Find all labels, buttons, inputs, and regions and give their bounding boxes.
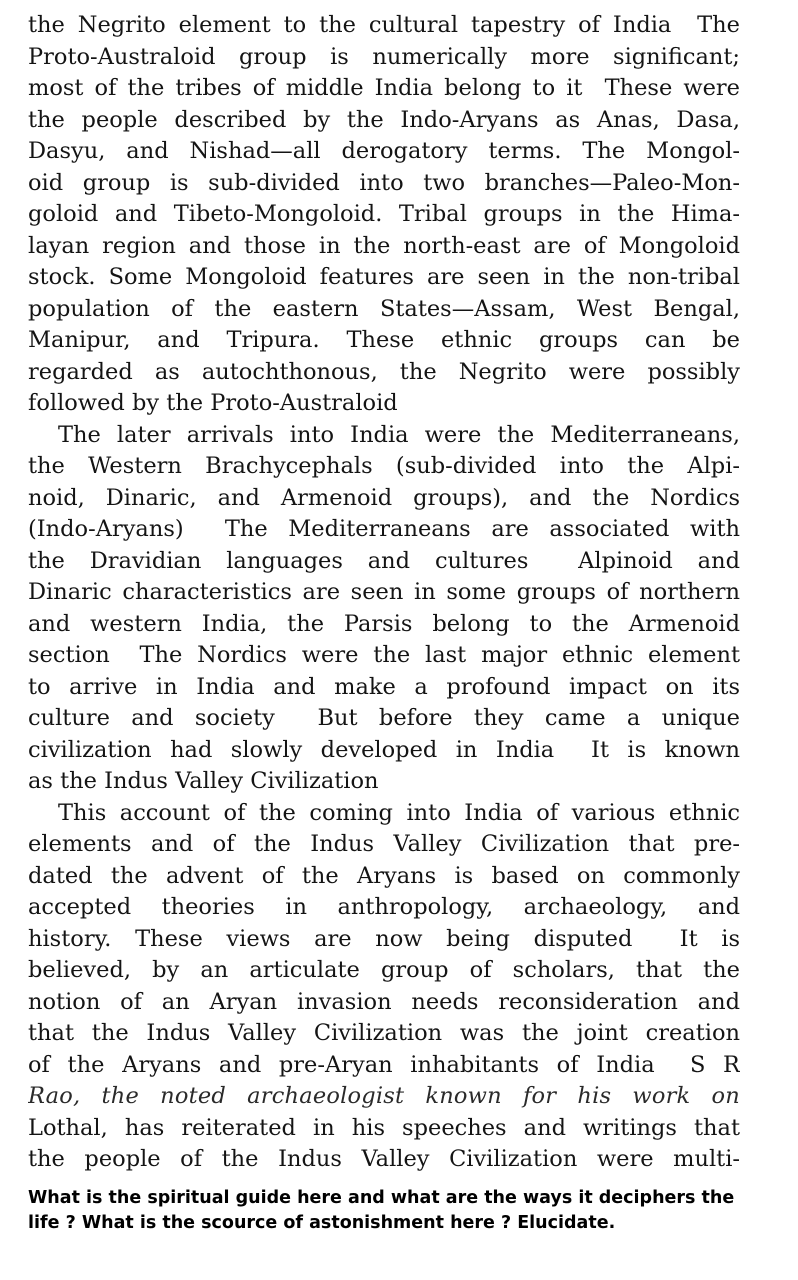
text-line: noid, Dinaric, and Armenoid groups), and the Nordics	[28, 484, 740, 511]
scanned-book-text	[28, 10, 740, 1176]
question-line-2: life ? What is the scource of astonishment here ? Elucidate.	[28, 1213, 616, 1233]
text-line: Dasyu, and Nishad—all derogatory terms. The Mongol-	[28, 138, 740, 164]
text-line: to arrive in India and make a profound impact on its	[28, 673, 740, 700]
text-line: Lothal, has reiterated in his speeches and writings that	[28, 1114, 740, 1141]
text-line: believed, by an articulate group of scholars, that the	[28, 957, 740, 983]
text-line: regarded as autochthonous, the Negrito were possibly	[28, 358, 740, 385]
text-line: the Western Brachycephals (sub-divided into the Alpi-	[28, 453, 740, 479]
text-line: that the Indus Valley Civilization was the joint creation	[28, 1020, 740, 1046]
text-line: population of the eastern States—Assam, West Bengal,	[28, 295, 740, 322]
text-line: section The Nordics were the last major ethnic element	[28, 642, 740, 668]
text-line: notion of an Aryan invasion needs reconsideration and	[28, 988, 740, 1015]
text-line: the Negrito element to the cultural tapestry of India The	[28, 12, 740, 38]
text-line: civilization had slowly developed in India It is known	[28, 736, 740, 763]
text-line: the people of the Indus Valley Civilization were multi-	[28, 1146, 740, 1172]
text-line: of the Aryans and pre-Aryan inhabitants of India S R	[28, 1051, 740, 1078]
text-line: followed by the Proto-Australoid	[28, 390, 398, 416]
text-line: Proto-Australoid group is numerically more significant;	[28, 43, 740, 70]
text-line: Dinaric characteristics are seen in some groups of northern	[28, 579, 740, 605]
text-line: as the Indus Valley Civilization	[28, 768, 379, 794]
text-line: accepted theories in anthropology, archaeology, and	[28, 894, 740, 920]
text-line: the people described by the Indo-Aryans as Anas, Dasa,	[28, 106, 740, 133]
text-line: most of the tribes of middle India belong to it These were	[28, 75, 740, 101]
text-line: oid group is sub-divided into two branches—Paleo-Mon-	[28, 169, 740, 196]
text-line: The later arrivals into India were the Mediterraneans,	[58, 421, 740, 448]
text-line: goloid and Tibeto-Mongoloid. Tribal groups in the Hima-	[28, 201, 740, 227]
text-line: stock. Some Mongoloid features are seen in the non-tribal	[28, 264, 740, 290]
text-line: dated the advent of the Aryans is based on commonly	[28, 862, 740, 889]
text-line: and western India, the Parsis belong to the Armenoid	[28, 610, 740, 637]
text-line: Rao, the noted archaeologist known for his work on	[28, 1083, 740, 1109]
text-line: layan region and those in the north-east are of Mongoloid	[28, 232, 740, 259]
text-line: history. These views are now being disputed It is	[28, 925, 740, 952]
question-prompt	[28, 1186, 768, 1236]
text-line: This account of the coming into India of various ethnic	[58, 799, 740, 826]
text-line: elements and of the Indus Valley Civilization that pre-	[28, 831, 740, 857]
text-line: Manipur, and Tripura. These ethnic groups can be	[28, 327, 740, 353]
question-line-1: What is the spiritual guide here and what are the ways it deciphers the	[28, 1188, 735, 1208]
text-line: culture and society But before they came a unique	[28, 705, 740, 731]
text-line: the Dravidian languages and cultures Alpinoid and	[28, 547, 740, 574]
text-line: (Indo-Aryans) The Mediterraneans are associated with	[28, 516, 740, 542]
